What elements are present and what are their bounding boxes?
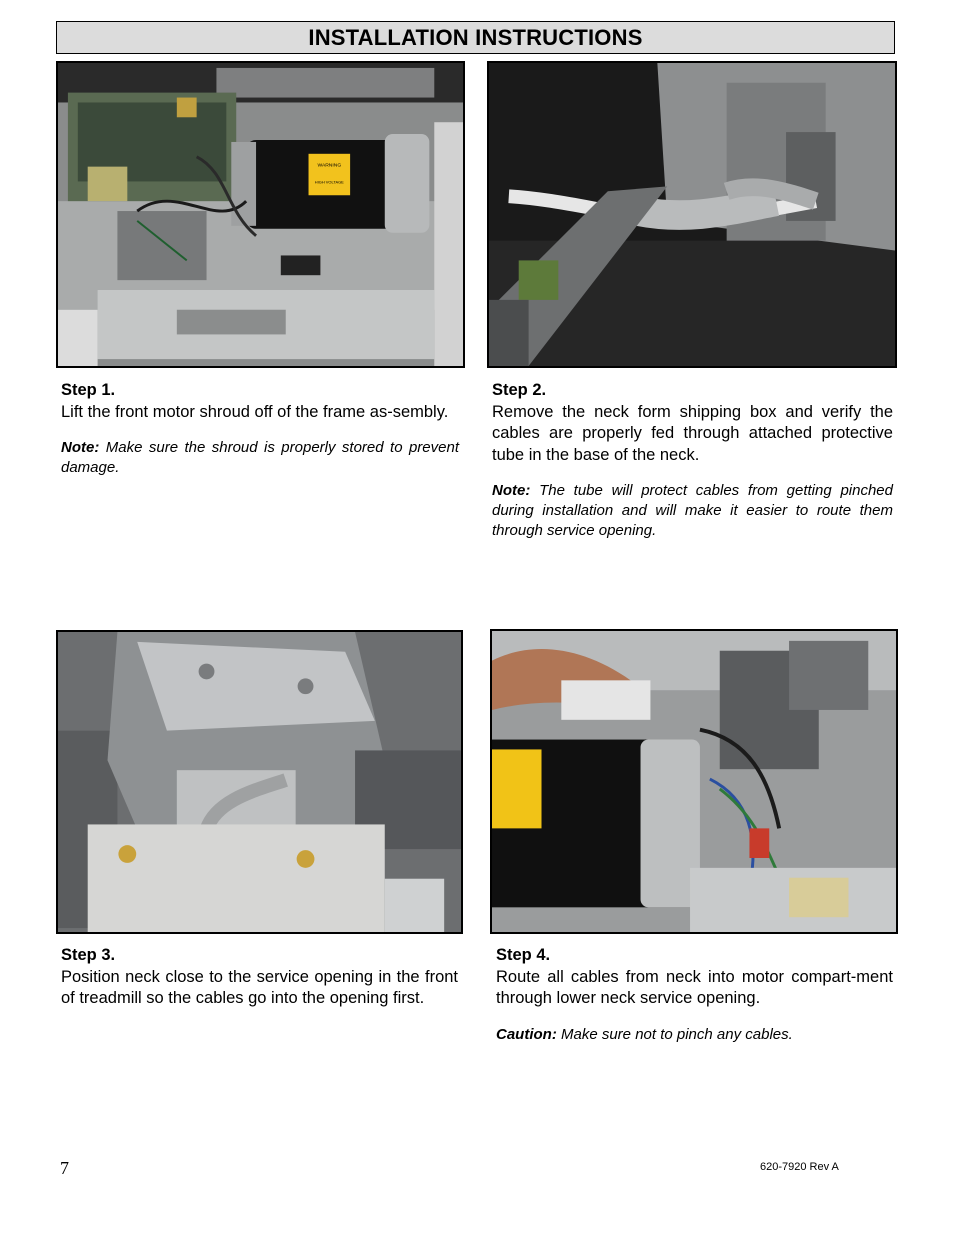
step-3-title: Step 3. (61, 946, 116, 964)
photo-high-voltage-label: HIGH VOLTAGE (314, 179, 344, 185)
page-header (56, 21, 895, 54)
step-2-note (492, 481, 893, 541)
step-4-caution-label: Caution: (496, 1025, 557, 1043)
step-4-title: Step 4. (496, 946, 551, 964)
step-2-photo (487, 61, 897, 368)
step-2-note-label: Note: (492, 482, 531, 499)
step-1-photo (56, 61, 465, 368)
step-4-caution-text: Make sure not to pinch any cables. (556, 1025, 793, 1043)
step-2-title: Step 2. (492, 381, 547, 399)
step-2-note-text: The tube will protect cables from getting pinched during installation and will make it easier to route them through service opening. (492, 482, 893, 539)
step-4-caution (496, 1025, 893, 1045)
step-3 (61, 945, 458, 1010)
step-4 (496, 945, 893, 1045)
step-1-title: Step 1. (61, 381, 116, 399)
step-1-note-label: Note: (61, 439, 100, 456)
step-3-photo (56, 630, 463, 934)
step-1-body: Lift the front motor shroud off of the frame as-sembly. (61, 402, 449, 421)
photo-warning-label: WARNING (317, 163, 342, 169)
page-number: 7 (60, 1158, 69, 1178)
step-1-note-text: Make sure the shroud is properly stored to prevent damage. (61, 439, 459, 476)
step-3-body: Position neck close to the service opening in the front of treadmill so the cables go into the opening first. (61, 967, 458, 1007)
step-4-body: Route all cables from neck into motor compart-ment through lower neck service opening. (496, 967, 893, 1007)
page-title: INSTALLATION INSTRUCTIONS (308, 24, 643, 50)
step-2 (492, 380, 893, 541)
document-id: 620-7920 Rev A (760, 1161, 839, 1173)
step-1-note (61, 438, 459, 478)
step-4-photo (490, 629, 898, 934)
step-2-body: Remove the neck form shipping box and verify the cables are properly fed through attached protective tube in the base of the neck. (492, 402, 893, 464)
step-1 (61, 380, 459, 478)
